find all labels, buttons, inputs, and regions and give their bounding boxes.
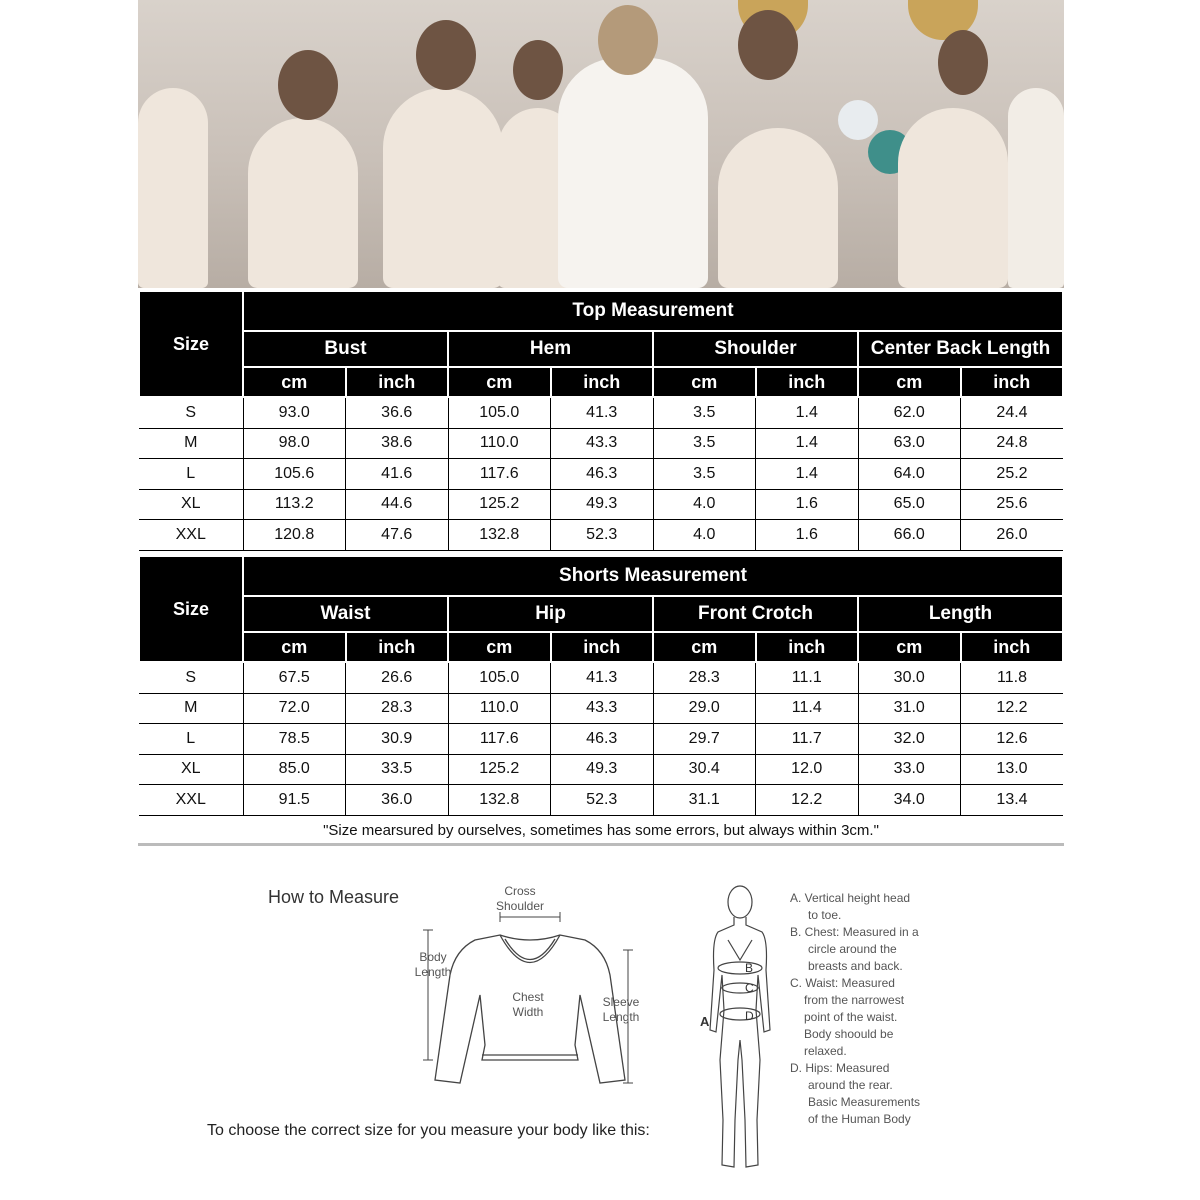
value-cell: 36.0 [346,785,449,816]
table-row [139,785,1063,816]
legend-line: Basic Measurements [808,1095,921,1109]
legend-line: circle around the [808,942,897,956]
value-cell: 105.6 [243,459,346,490]
value-cell: 25.2 [961,459,1064,490]
label-line: Chest [512,990,544,1004]
table-row [139,724,1063,755]
value-cell: 24.4 [961,397,1064,428]
unit-header: inch [756,367,859,397]
value-cell: 62.0 [858,397,961,428]
value-cell: 28.3 [653,662,756,693]
unit-header: inch [346,632,449,662]
value-cell: 66.0 [858,520,961,551]
value-cell: 3.5 [653,397,756,428]
table-row [139,754,1063,785]
group-header: Length [858,596,1063,632]
unit-header: cm [653,367,756,397]
person-head [513,40,563,100]
value-cell: 1.4 [756,397,859,428]
value-cell: 38.6 [346,428,449,459]
value-cell: 24.8 [961,428,1064,459]
table-row [139,662,1063,693]
person-head [278,50,338,120]
label-line: Cross [504,884,536,898]
unit-header: cm [243,367,346,397]
person-figure [383,88,503,288]
size-cell: XL [139,754,243,785]
label-line: Sleeve [602,995,640,1009]
value-cell: 25.6 [961,489,1064,520]
value-cell: 132.8 [448,785,551,816]
letter-a: A [700,1014,710,1029]
value-cell: 28.3 [346,693,449,724]
legend-line: point of the waist. [804,1010,898,1024]
value-cell: 41.6 [346,459,449,490]
size-disclaimer: "Size mearsured by ourselves, sometimes has some errors, but always within 3cm." [138,822,1064,846]
value-cell: 120.8 [243,520,346,551]
shorts-measurement-table [138,555,1064,816]
letter-d: D [745,1009,754,1023]
group-header: Hip [448,596,653,632]
value-cell: 13.0 [961,754,1064,785]
person-figure [898,108,1008,288]
value-cell: 12.0 [756,754,859,785]
chest-width-label [503,990,553,1020]
value-cell: 11.7 [756,724,859,755]
value-cell: 49.3 [551,754,654,785]
group-header: Front Crotch [653,596,858,632]
value-cell: 72.0 [243,693,346,724]
size-cell: S [139,662,243,693]
value-cell: 67.5 [243,662,346,693]
value-cell: 32.0 [858,724,961,755]
balloon-shape [838,100,878,140]
letter-b: B [745,961,754,975]
group-header: Bust [243,331,448,367]
value-cell: 26.6 [346,662,449,693]
value-cell: 11.1 [756,662,859,693]
unit-header: cm [243,632,346,662]
top-measurement-table [138,290,1064,551]
label-line: Body [419,950,447,964]
value-cell: 36.6 [346,397,449,428]
value-cell: 30.0 [858,662,961,693]
size-cell: L [139,724,243,755]
value-cell: 41.3 [551,662,654,693]
unit-header: inch [961,632,1064,662]
value-cell: 110.0 [448,693,551,724]
value-cell: 110.0 [448,428,551,459]
table-title: Shorts Measurement [243,556,1063,596]
value-cell: 105.0 [448,662,551,693]
value-cell: 4.0 [653,489,756,520]
value-cell: 13.4 [961,785,1064,816]
person-figure [1008,88,1064,288]
value-cell: 46.3 [551,724,654,755]
value-cell: 44.6 [346,489,449,520]
group-header: Waist [243,596,448,632]
legend-line: breasts and back. [808,959,903,973]
group-header: Shoulder [653,331,858,367]
cross-shoulder-label [495,884,545,914]
table-row [139,459,1063,490]
person-figure [558,58,708,288]
table-row [139,489,1063,520]
table-row [139,520,1063,551]
how-to-measure-title: How to Measure [268,887,400,907]
body-figure-diagram [690,880,790,1180]
value-cell: 29.7 [653,724,756,755]
person-figure [248,118,358,288]
value-cell: 105.0 [448,397,551,428]
value-cell: 43.3 [551,693,654,724]
person-head [598,5,658,75]
legend-line: Body shoould be [804,1027,894,1041]
value-cell: 30.4 [653,754,756,785]
value-cell: 29.0 [653,693,756,724]
value-cell: 46.3 [551,459,654,490]
legend-line: to toe. [808,908,842,922]
table-row [139,693,1063,724]
legend-line: B. Chest: Measured in a [790,925,919,939]
person-figure [718,128,838,288]
legend-line: D. Hips: Measured [790,1061,890,1075]
person-head [738,10,798,80]
value-cell: 52.3 [551,520,654,551]
value-cell: 43.3 [551,428,654,459]
size-cell: XL [139,489,243,520]
value-cell: 11.8 [961,662,1064,693]
size-cell: M [139,693,243,724]
value-cell: 47.6 [346,520,449,551]
value-cell: 30.9 [346,724,449,755]
unit-header: inch [551,632,654,662]
legend-line: C. Waist: Measured [790,976,895,990]
unit-header: inch [551,367,654,397]
group-header: Center Back Length [858,331,1063,367]
value-cell: 65.0 [858,489,961,520]
table-title: Top Measurement [243,291,1063,331]
unit-header: cm [448,632,551,662]
table-row [139,428,1063,459]
value-cell: 12.2 [756,785,859,816]
value-cell: 12.2 [961,693,1064,724]
letter-c: C [745,981,754,995]
sleeve-length-label [596,995,646,1025]
size-cell: M [139,428,243,459]
value-cell: 3.5 [653,459,756,490]
value-cell: 49.3 [551,489,654,520]
unit-header: cm [653,632,756,662]
legend-line: from the narrowest [804,993,905,1007]
value-cell: 1.4 [756,428,859,459]
label-line: Length [414,965,452,979]
value-cell: 3.5 [653,428,756,459]
value-cell: 34.0 [858,785,961,816]
unit-header: inch [961,367,1064,397]
person-head [416,20,476,90]
value-cell: 85.0 [243,754,346,785]
person-head [938,30,988,95]
label-line: Shoulder [495,899,545,913]
value-cell: 1.6 [756,489,859,520]
value-cell: 117.6 [448,724,551,755]
legend-line: relaxed. [804,1044,847,1058]
value-cell: 91.5 [243,785,346,816]
hero-photo [138,0,1064,288]
value-cell: 33.0 [858,754,961,785]
size-cell: L [139,459,243,490]
value-cell: 31.0 [858,693,961,724]
value-cell: 41.3 [551,397,654,428]
unit-header: inch [756,632,859,662]
choose-size-text: To choose the correct size for you measure your body like this: [207,1122,650,1139]
value-cell: 132.8 [448,520,551,551]
value-cell: 117.6 [448,459,551,490]
size-header: Size [139,556,243,662]
value-cell: 113.2 [243,489,346,520]
group-header: Hem [448,331,653,367]
value-cell: 12.6 [961,724,1064,755]
unit-header: cm [858,632,961,662]
value-cell: 98.0 [243,428,346,459]
label-line: Width [512,1005,544,1019]
value-cell: 93.0 [243,397,346,428]
unit-header: inch [346,367,449,397]
size-cell: S [139,397,243,428]
body-length-label [408,950,458,980]
size-cell: XXL [139,785,243,816]
legend-line: of the Human Body [808,1112,911,1126]
unit-header: cm [448,367,551,397]
body-legend [790,890,920,1128]
value-cell: 63.0 [858,428,961,459]
size-cell: XXL [139,520,243,551]
table-row [139,397,1063,428]
size-header: Size [139,291,243,397]
value-cell: 1.6 [756,520,859,551]
legend-line: A. Vertical height head [790,891,911,905]
value-cell: 4.0 [653,520,756,551]
value-cell: 52.3 [551,785,654,816]
value-cell: 125.2 [448,754,551,785]
value-cell: 1.4 [756,459,859,490]
value-cell: 64.0 [858,459,961,490]
value-cell: 125.2 [448,489,551,520]
value-cell: 33.5 [346,754,449,785]
legend-line: around the rear. [808,1078,893,1092]
label-line: Length [602,1010,640,1024]
value-cell: 11.4 [756,693,859,724]
value-cell: 31.1 [653,785,756,816]
unit-header: cm [858,367,961,397]
value-cell: 26.0 [961,520,1064,551]
person-figure [138,88,208,288]
value-cell: 78.5 [243,724,346,755]
